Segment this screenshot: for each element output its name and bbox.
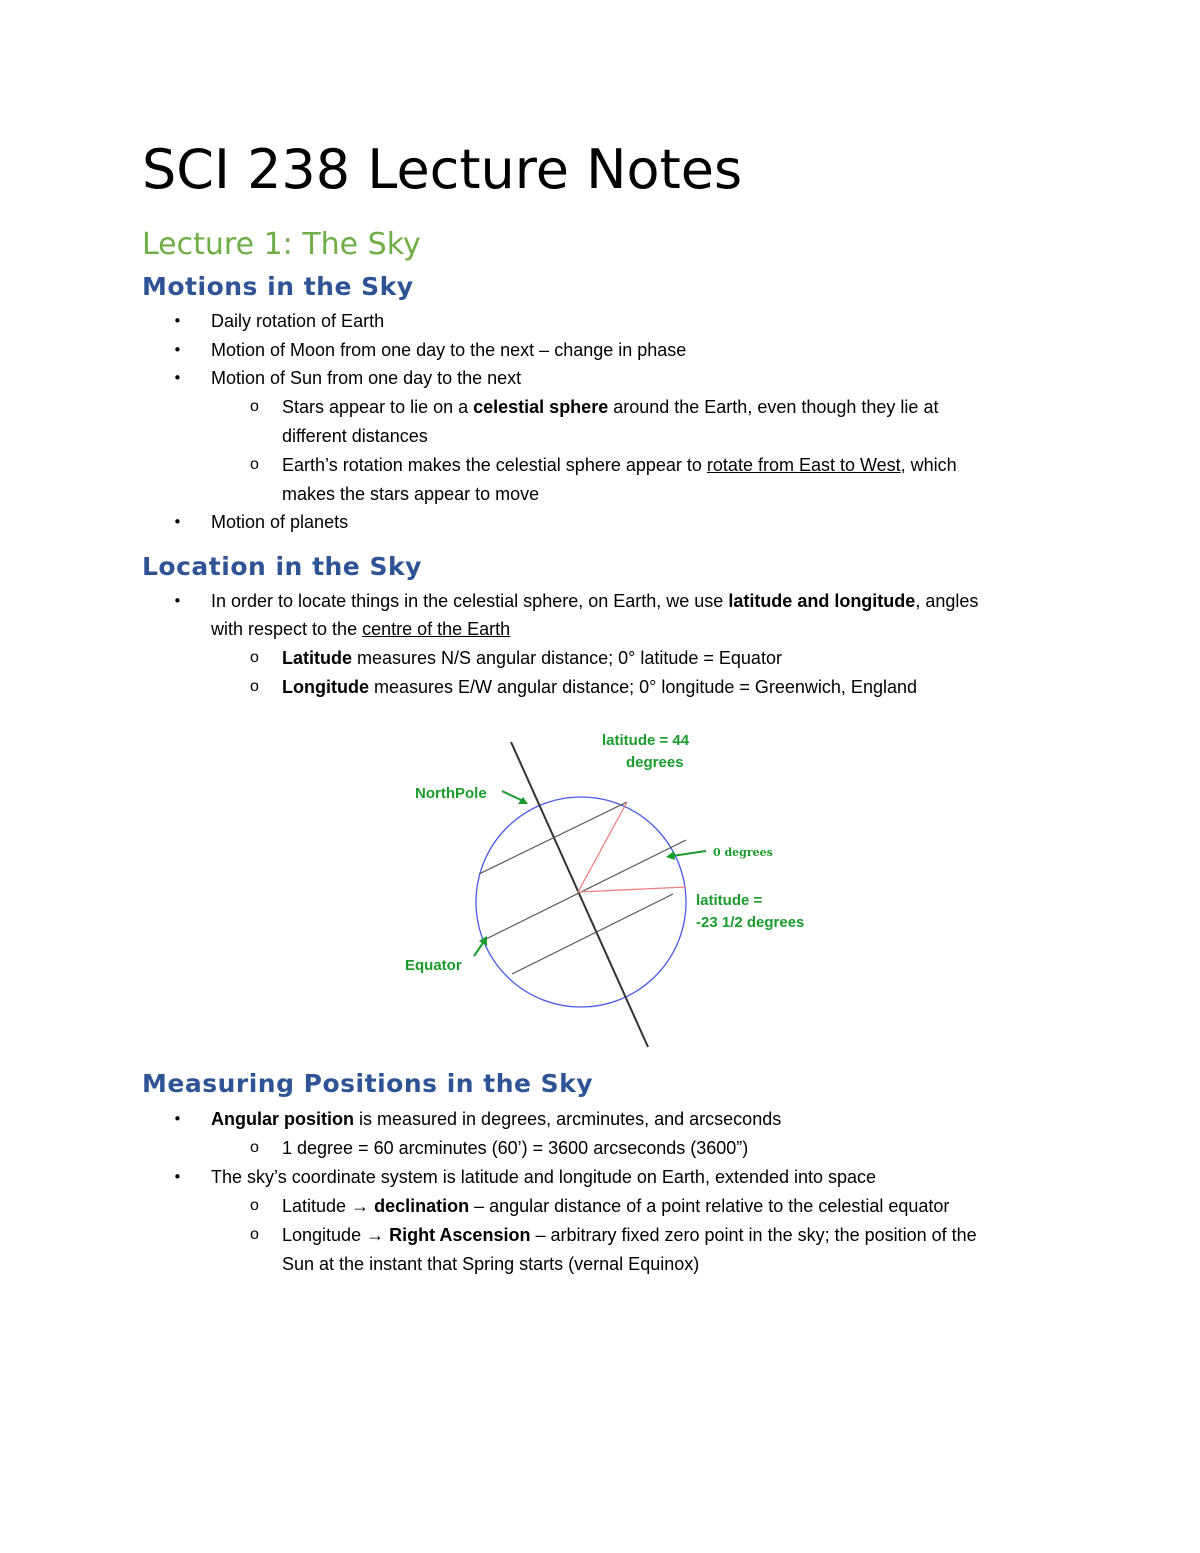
sub-bullet-marker: o: [250, 1226, 259, 1243]
bullet-marker: •: [173, 312, 182, 330]
section-heading-motions: Motions in the Sky: [142, 272, 414, 301]
bullet-marker: •: [173, 1168, 182, 1186]
sub-bullet-marker: o: [250, 649, 259, 666]
sub-bullet-marker: o: [250, 1197, 259, 1214]
label-north-pole: NorthPole: [415, 785, 487, 802]
list-item-continued: with respect to the centre of the Earth: [211, 619, 511, 639]
bullet-marker: •: [173, 592, 182, 610]
radius-to-neg: [578, 887, 686, 892]
arrow-right-icon: →: [351, 1196, 370, 1216]
latitude-line-44: [479, 802, 627, 874]
bullet-marker: •: [173, 369, 182, 387]
sub-bullet-marker: o: [250, 678, 259, 695]
equator-line: [484, 840, 686, 940]
sub-list-item: Longitude measures E/W angular distance; 0° longitude = Greenwich, England: [282, 677, 917, 697]
sub-bullet-marker: o: [250, 398, 259, 415]
document-title: SCI 238 Lecture Notes: [142, 138, 743, 201]
section-heading-measuring: Measuring Positions in the Sky: [142, 1069, 594, 1098]
sub-list-item: Latitude → declination – angular distance of a point relative to the celestial equator: [282, 1196, 950, 1216]
label-equator: Equator: [405, 957, 462, 974]
sub-list-item-continued: makes the stars appear to move: [282, 484, 540, 504]
label-latitude-neg-line2: -23 1/2 degrees: [696, 914, 805, 931]
radius-to-44: [578, 802, 627, 892]
list-item: The sky’s coordinate system is latitude and longitude on Earth, extended into space: [211, 1167, 877, 1187]
north-pole-arrowhead: [518, 797, 528, 804]
sub-list-item-continued: Sun at the instant that Spring starts (vernal Equinox): [282, 1254, 700, 1274]
label-latitude-neg-line1: latitude =: [696, 892, 763, 909]
list-item: Motion of planets: [211, 512, 349, 532]
list-item: Daily rotation of Earth: [211, 311, 385, 331]
label-latitude-44-line1: latitude = 44: [602, 732, 690, 749]
label-zero-degrees: 0 degrees: [713, 846, 773, 859]
sub-bullet-marker: o: [250, 1139, 259, 1156]
lecture-heading: Lecture 1: The Sky: [142, 227, 421, 262]
zero-degrees-arrow: [672, 851, 706, 856]
sub-list-item: 1 degree = 60 arcminutes (60’) = 3600 arcseconds (3600”): [282, 1138, 749, 1158]
sub-list-item: Longitude → Right Ascension – arbitrary fixed zero point in the sky; the position of the: [282, 1225, 977, 1245]
list-item: Motion of Moon from one day to the next – change in phase: [211, 340, 687, 360]
list-item: In order to locate things in the celestial sphere, on Earth, we use latitude and longitude, angles: [211, 591, 979, 611]
list-item: Angular position is measured in degrees, arcminutes, and arcseconds: [211, 1109, 782, 1129]
sub-bullet-marker: o: [250, 456, 259, 473]
sub-list-item: Latitude measures N/S angular distance; 0° latitude = Equator: [282, 648, 782, 668]
bullet-marker: •: [173, 341, 182, 359]
arrow-right-icon: →: [366, 1225, 385, 1245]
label-latitude-44-line2: degrees: [626, 754, 684, 771]
bullet-marker: •: [173, 1110, 182, 1128]
zero-degrees-arrowhead: [666, 851, 675, 860]
latitude-diagram: [390, 720, 840, 1060]
sub-list-item-continued: different distances: [282, 426, 428, 446]
section-heading-location: Location in the Sky: [142, 552, 422, 581]
earth-axis-line: [511, 742, 648, 1047]
north-pole-arrow: [502, 791, 523, 801]
sub-list-item: Stars appear to lie on a celestial sphere around the Earth, even though they lie at: [282, 397, 939, 417]
globe-circle: [476, 797, 686, 1007]
bullet-marker: •: [173, 513, 182, 531]
latitude-line-neg: [512, 894, 673, 974]
sub-list-item: Earth’s rotation makes the celestial sphere appear to rotate from East to West, which: [282, 455, 957, 475]
list-item: Motion of Sun from one day to the next: [211, 368, 522, 388]
